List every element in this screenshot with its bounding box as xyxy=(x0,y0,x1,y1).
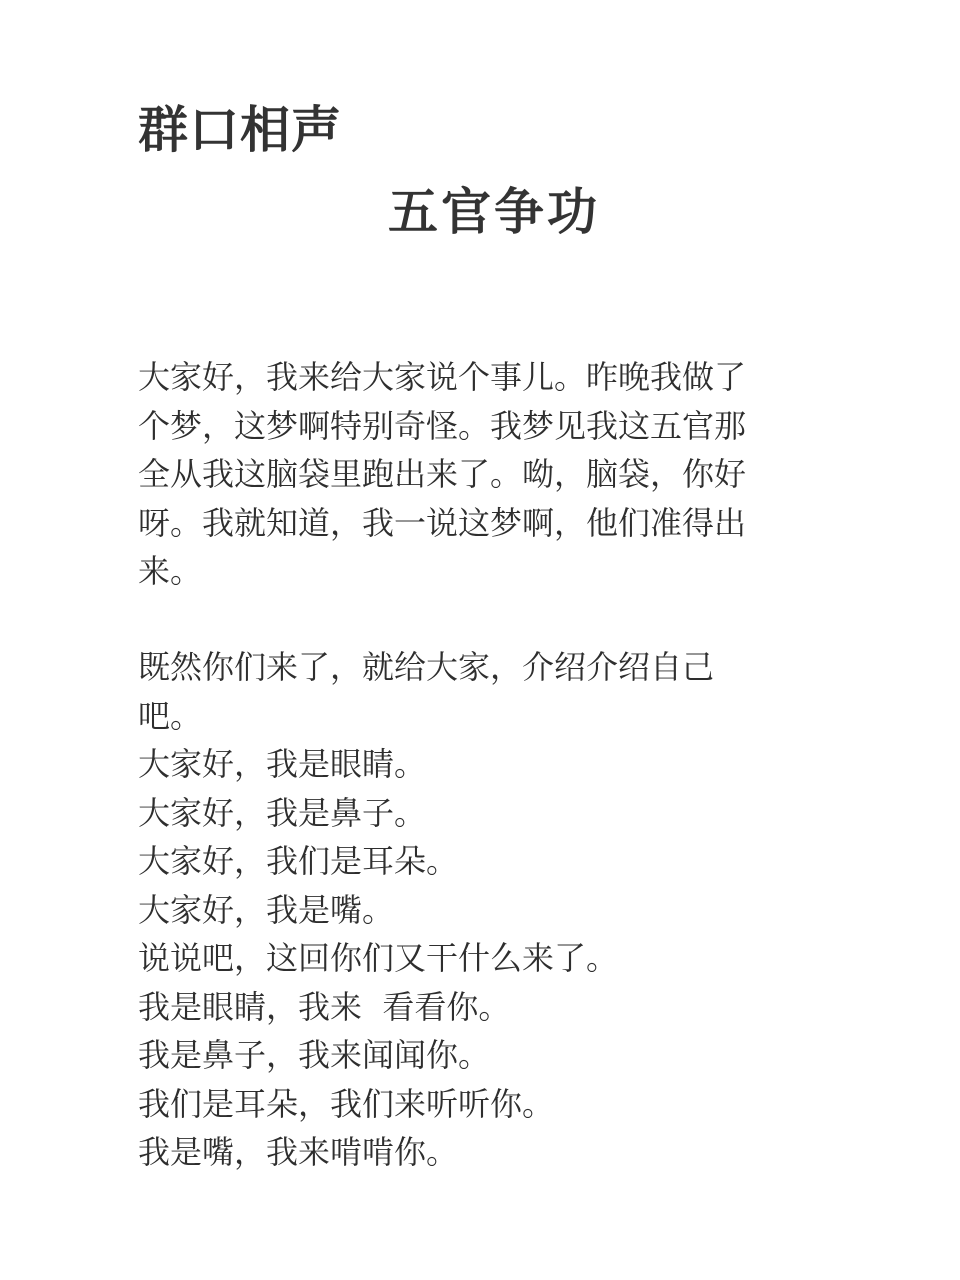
text-line: 大家好，我是嘴。 xyxy=(138,890,395,929)
text-line: 来。 xyxy=(138,552,203,590)
text-line: 大家好，我来给大家说个事儿。昨晚我做了 xyxy=(138,358,747,396)
text-line: 呀。我就知道，我一说这梦啊，他们准得出 xyxy=(138,503,747,542)
text-line: 我是鼻子，我来闻闻你。 xyxy=(138,1036,491,1074)
text-line: 大家好，我是鼻子。 xyxy=(138,793,427,832)
text-line: 吧。 xyxy=(138,696,203,735)
text-line: 我是嘴，我来啃啃你。 xyxy=(138,1133,459,1171)
text-line: 大家好，我是眼睛。 xyxy=(138,745,427,783)
text-line: 说说吧，这回你们又干什么来了。 xyxy=(138,939,619,977)
title-line-2: 五官争功 xyxy=(388,183,600,241)
text-line: 我们是耳朵，我们来听听你。 xyxy=(138,1084,555,1123)
paragraph-intro xyxy=(138,353,818,596)
text-line: 个梦，这梦啊特别奇怪。我梦见我这五官那 xyxy=(138,406,747,445)
text-line: 全从我这脑袋里跑出来了。呦，脑袋，你好 xyxy=(138,455,747,493)
text-line: 既然你们来了，就给大家，介绍介绍自己 xyxy=(138,648,715,686)
text-line: 大家好，我们是耳朵。 xyxy=(138,842,459,880)
text-line: 我是眼睛，我来 看看你。 xyxy=(138,987,511,1026)
paragraph-dialogue xyxy=(138,643,818,1177)
title-line-1: 群口相声 xyxy=(138,101,342,159)
